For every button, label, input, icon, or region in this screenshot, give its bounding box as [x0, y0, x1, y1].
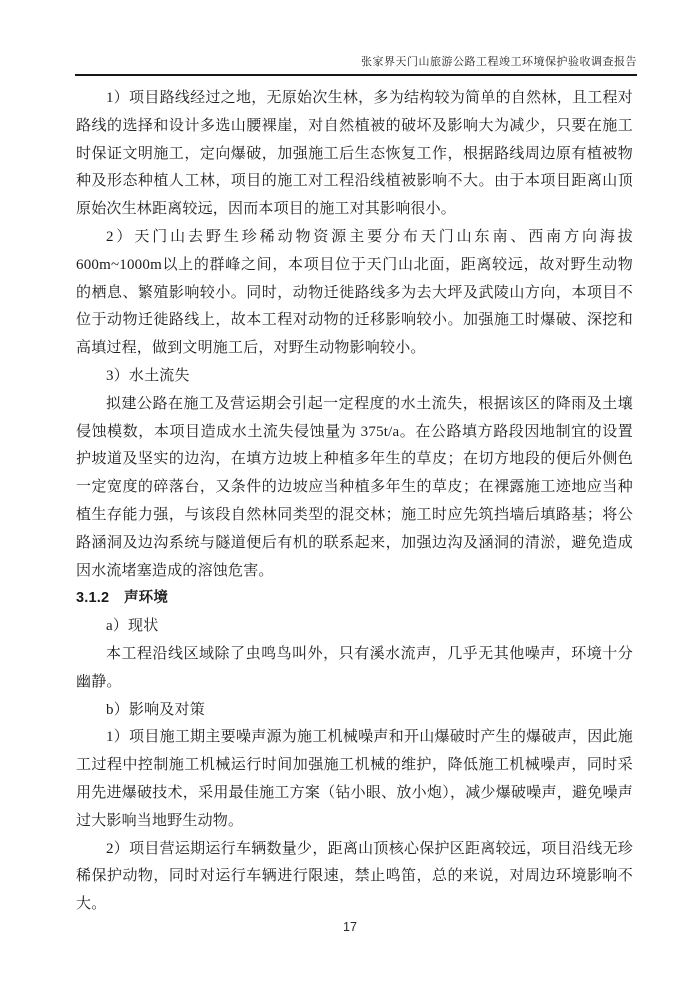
paragraph-route-vegetation: 1）项目路线经过之地，无原始次生林，多为结构较为简单的自然林，且工程对路线的选择和设计多选山腰裸崖，对自然植被的破坏及影响大为减少，只要在施工时保证文明施工，定向爆破，加强施工后生态恢复工作，根据路线周边原有植被物种及形态种植人工林，项目的施工对工程沿线植被影响不大。由于本项目距离山顶原始次生林距离较远，因而本项目的施工对其影响很小。: [76, 90, 633, 218]
paragraph-status-detail: 本工程沿线区域除了虫鸣鸟叫外，只有溪水流声，几乎无其他噪声，环境十分幽静。: [76, 645, 633, 690]
paragraph-soil-erosion-detail: 拟建公路在施工及营运期会引起一定程度的水土流失，根据该区的降雨及土壤侵蚀模数，本项目造成水土流失侵蚀量为 375t/a。在公路填方路段因地制宜的设置护坡道及坚实的边沟，在填方边坡上种植多年生的草皮；在切方地段的便后外侧色一定宽度的碎落台，又条件的边坡应当种植多年生的草皮；在裸露施工迹地应当种植生存能力强，与该段自然林同类型的混交林；施工时应先筑挡墙后填路基；将公路涵洞及边沟系统与隧道便后有机的联系起来，加强边沟及涵洞的清淤，避免造成因水流堵塞造成的溶蚀危害。: [76, 395, 633, 579]
paragraph-wildlife-resources: 2）天门山去野生珍稀动物资源主要分布天门山东南、西南方向海拔 600m~1000m以上的群峰之间，本项目位于天门山北面，距离较远，故对野生动物的栖息、繁殖影响较小。同时，动物迁徙路线多为去大坪及武陵山方向，本项目不位于动物迁徙路线上，故本工程对动物的迁移影响较小。加强施工时爆破、深挖和高填过程，做到文明施工后，对野生动物影响较小。: [76, 228, 633, 357]
paragraph-status-label: a）现状: [106, 618, 159, 635]
paragraph-construction-noise: 1）项目施工期主要噪声源为施工机械噪声和开山爆破时产生的爆破声，因此施工过程中控制施工机械运行时间加强施工机械的维护，降低施工机械噪声，同时采用先进爆破技术，采用最佳施工方案（钻小眼、放小炮），减少爆破噪声，避免噪声过大影响当地野生动物。: [76, 729, 633, 829]
paragraph-operation-noise: 2）项目营运期运行车辆数量少，距离山顶核心保护区距离较远，项目沿线无珍稀保护动物，同时对运行车辆进行限速，禁止鸣笛，总的来说，对周边环境影响不大。: [76, 840, 633, 913]
header-rule: [75, 74, 637, 76]
document-body: [76, 85, 633, 919]
paragraph-impact-measures-label: b）影响及对策: [106, 701, 205, 718]
section-heading-3-1-2: 3.1.2 声环境: [76, 590, 169, 607]
running-header-title: 张家界天门山旅游公路工程竣工环境保护验收调查报告: [361, 56, 637, 68]
page-number: 17: [343, 920, 357, 934]
paragraph-soil-erosion-title: 3）水土流失: [106, 367, 190, 384]
